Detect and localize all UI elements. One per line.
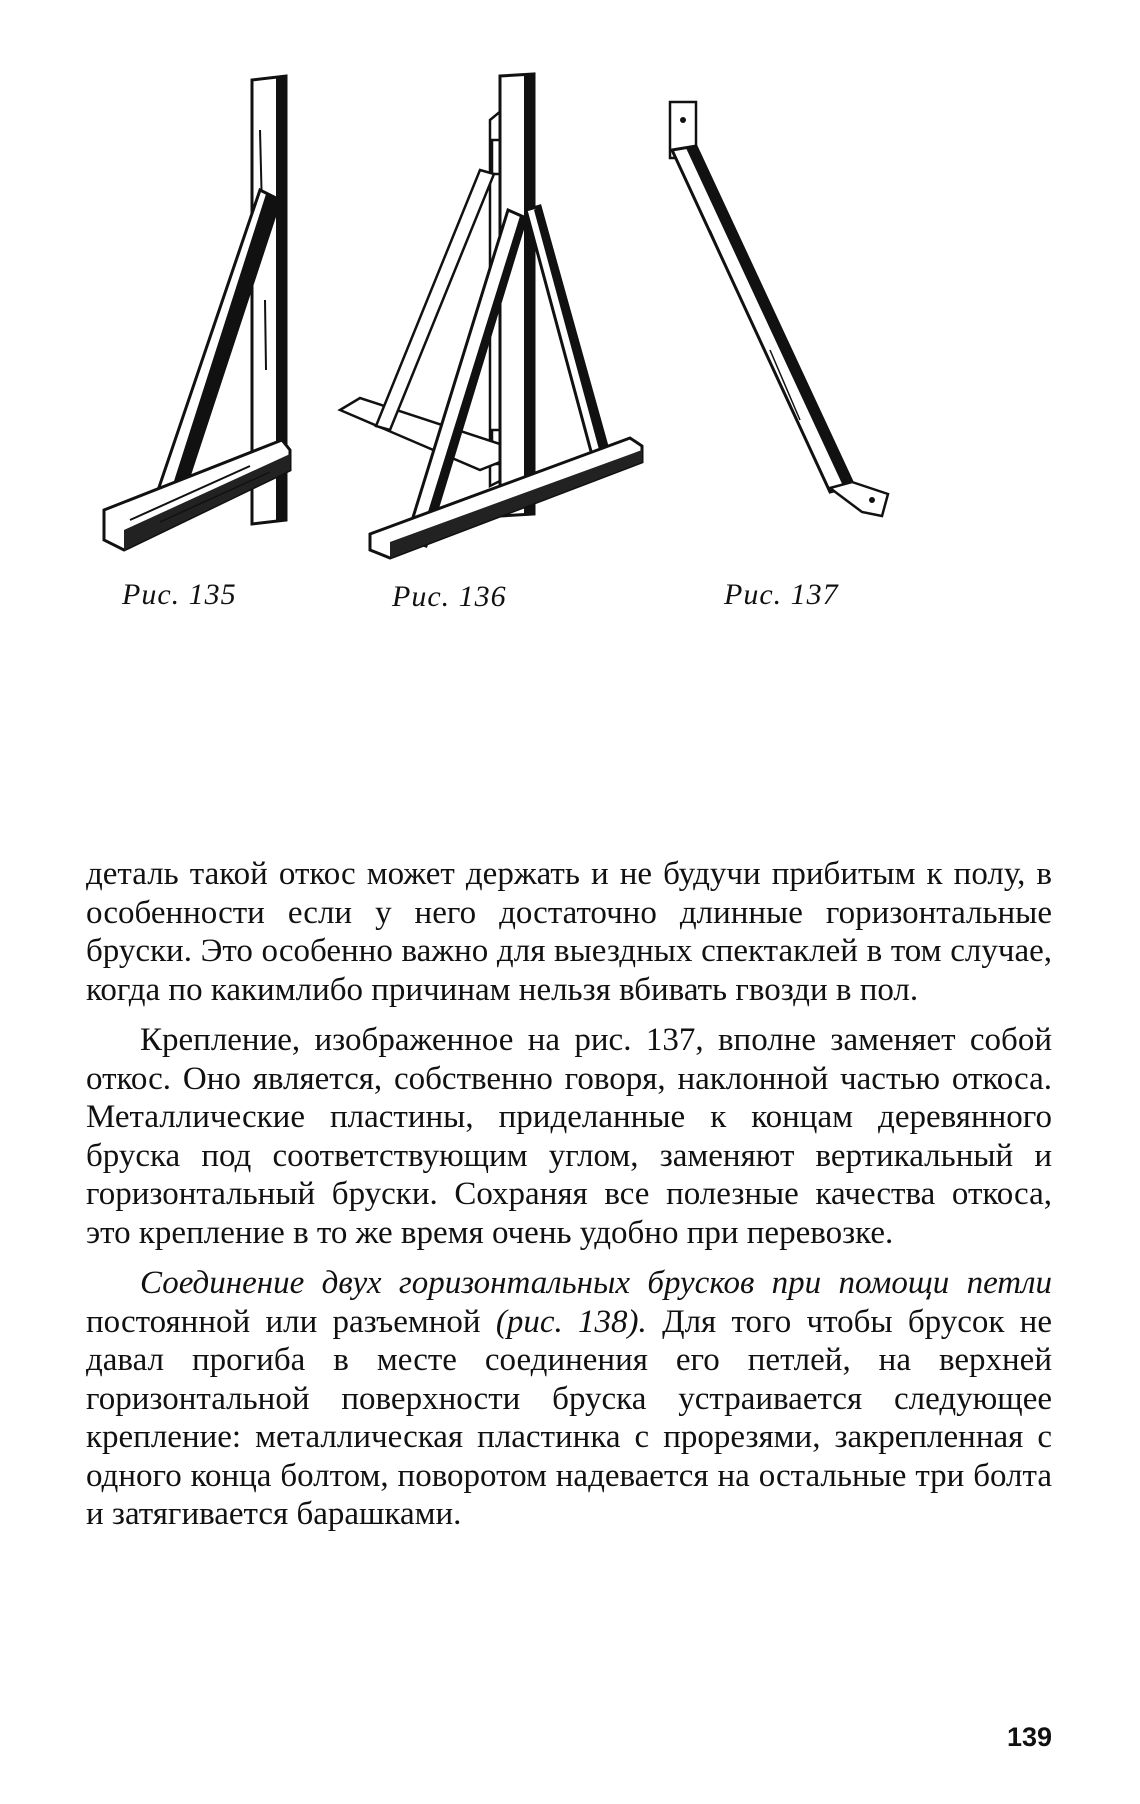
paragraph-3-italic-heading: Соединение двух горизонтальных брусков при помощи петли: [140, 1265, 1052, 1301]
figure-135-caption: Рис. 135: [122, 578, 237, 611]
paragraph-3-mid: постоянной или разъемной: [86, 1303, 496, 1340]
paragraph-2: Крепление, изображенное на рис. 137, вполне заменяет собой откос. Оно является, собственно говоря, наклонной частью откоса. Металлические пластины, приделанные к концам деревянного бруска под соответствующим углом, заменяют вертикальный и горизонтальный бруски. Сохраняя все полезные качества откоса, это крепление в то же время очень удобно при перевозке.: [86, 1022, 1052, 1251]
paragraph-3-figure-ref: (рис. 138).: [495, 1303, 647, 1340]
figure-137-caption: Рис. 137: [724, 578, 839, 611]
page-number: 139: [1006, 1722, 1052, 1752]
figure-136: [330, 70, 660, 630]
figure-137: [650, 90, 910, 550]
paragraph-1: деталь такой откос может держать и не будучи прибитым к полу, в особенности если у него достаточно длинные горизонтальные бруски. Это особенно важно для выездных спектаклей в том случае, когда по какимлибо причинам нельзя вбивать гвозди в пол.: [86, 856, 1052, 1008]
hinged-brace-illustration: [330, 70, 660, 630]
diagonal-bar-with-plates-illustration: [650, 90, 910, 550]
brace-with-base-illustration: [100, 70, 340, 630]
figure-136-caption: Рис. 136: [392, 580, 507, 613]
paragraph-3-rest: Для того чтобы брусок не давал прогиба в месте соединения его петлей, на верхней горизонтальной поверхности бруска устраивается следующее крепление: металлическая пластинка с прорезями, закрепленная с одного конца болтом, поворотом надевается на остальные три болта и затягивается барашками.: [86, 1303, 1052, 1532]
figure-135: [100, 70, 340, 630]
paragraph-3: [86, 1264, 1052, 1534]
body-text: [86, 855, 1052, 1546]
figures-row: [0, 0, 1140, 720]
